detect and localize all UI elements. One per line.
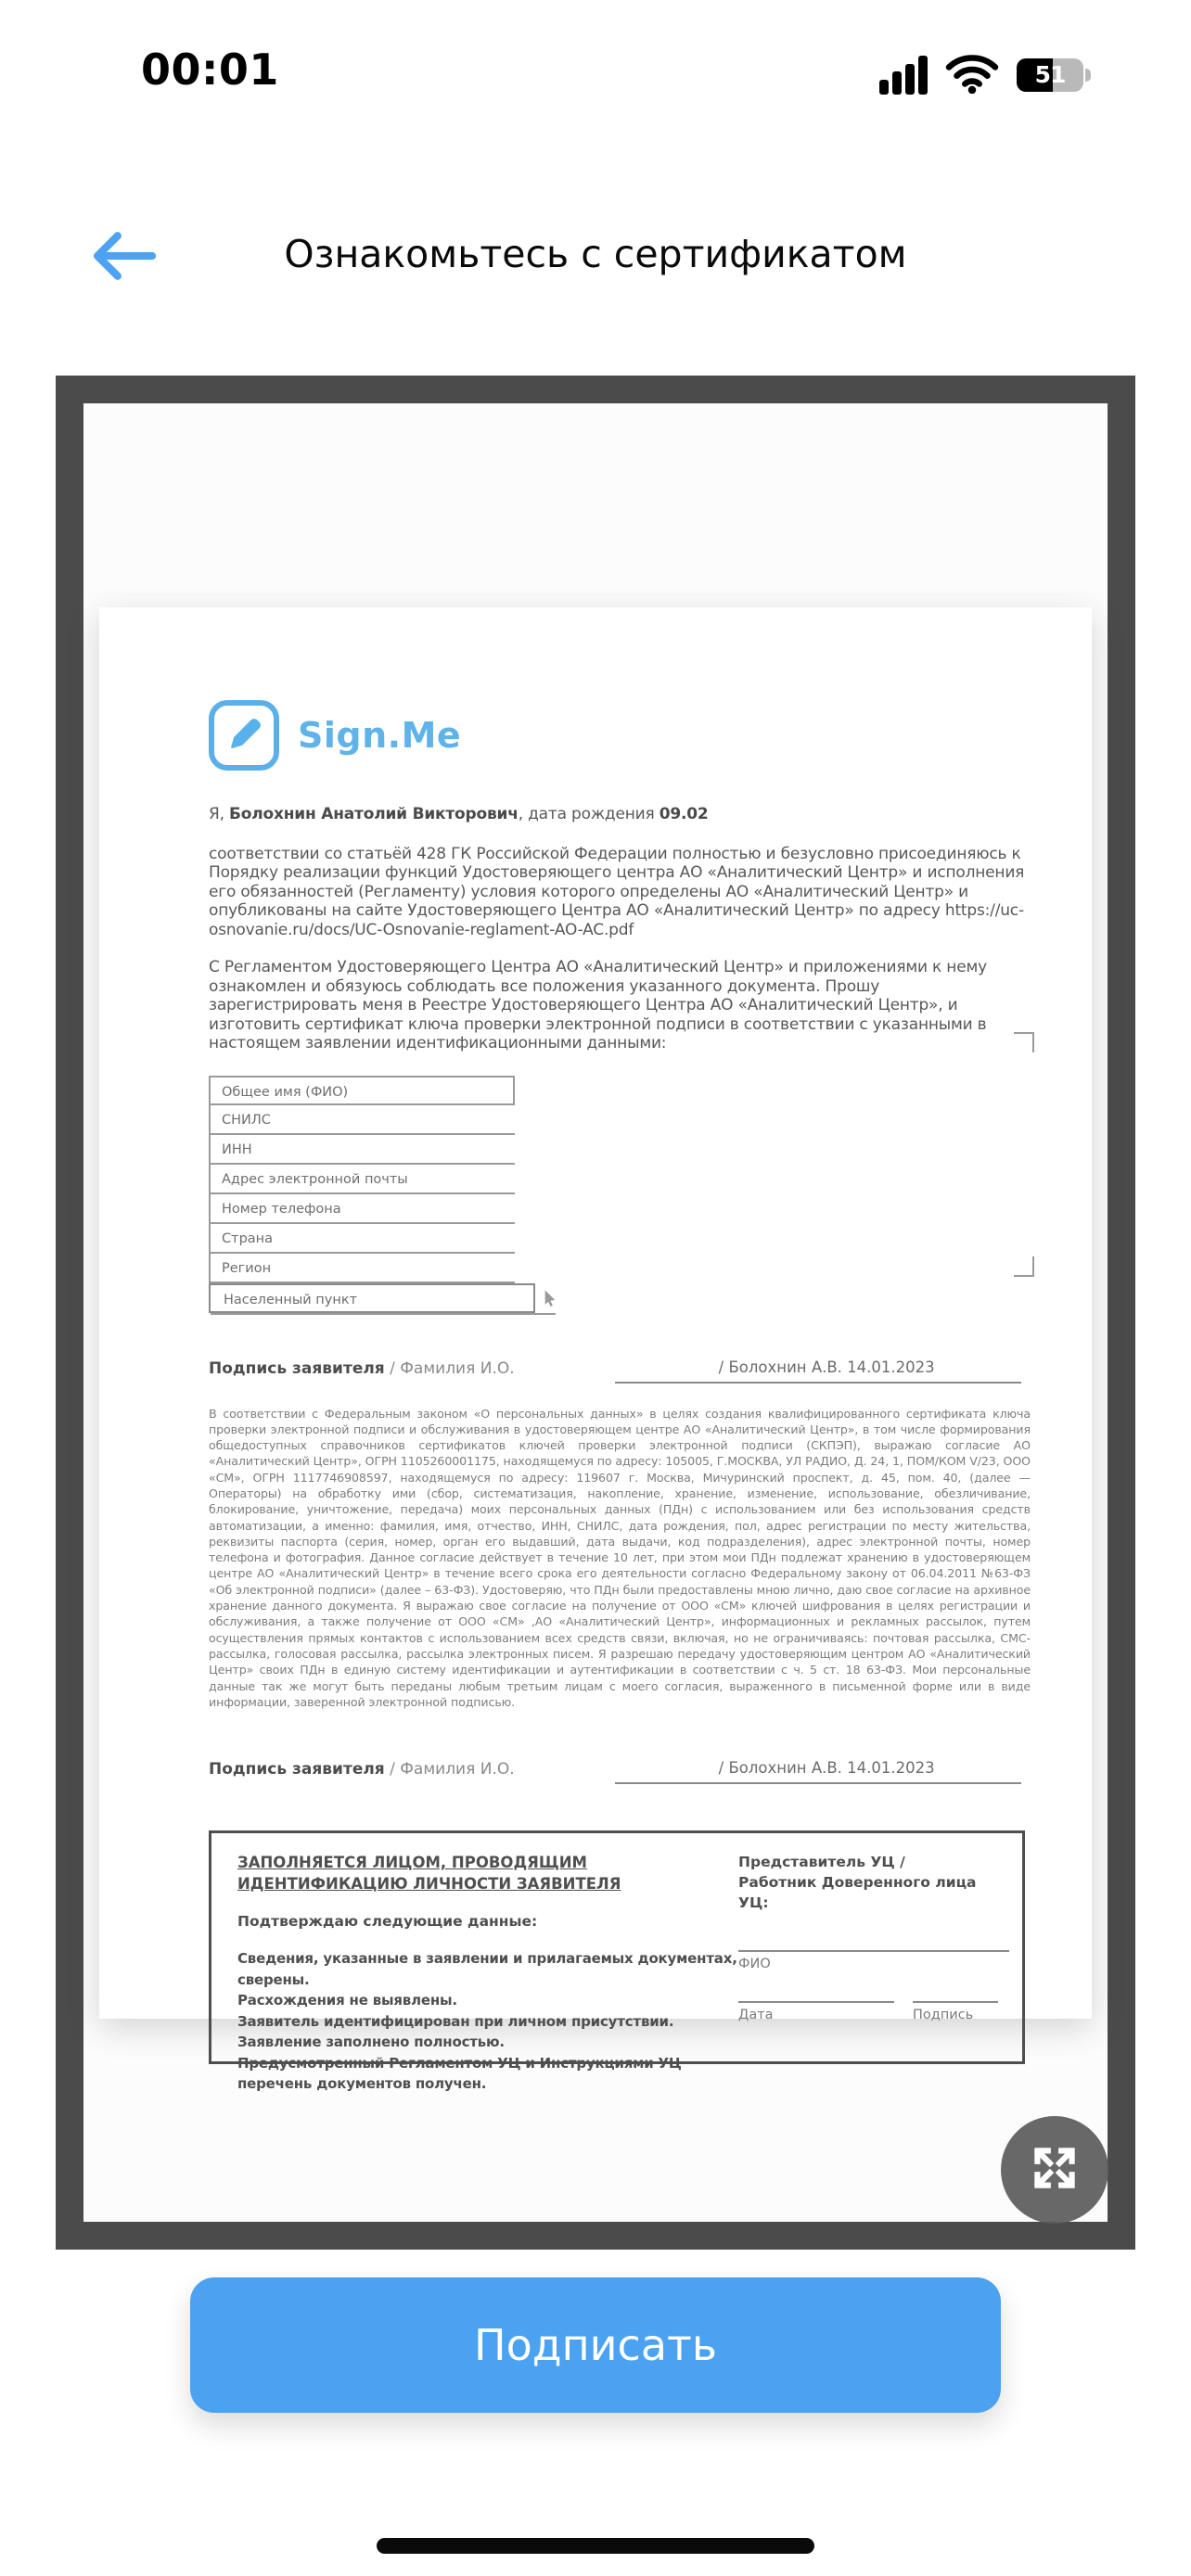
battery-percent: 51 <box>1034 61 1066 88</box>
identification-box <box>209 1830 1025 2093</box>
signme-pen-icon <box>209 700 279 771</box>
signature-value: / Болохнин А.В. 14.01.2023 <box>615 1358 1021 1384</box>
date-signature-cell: Дата <box>738 2001 894 2022</box>
idbox-line: Заявление заполнено полностью. <box>237 2034 505 2051</box>
signature-row-1: Подпись заявителя / Фамилия И.О. / Болохнин А.В. 14.01.2023 <box>209 1348 1031 1384</box>
field-tail-line <box>211 1313 556 1315</box>
idbox-line: Сведения, указанные в заявлении и прилагаемых документах, сверены. <box>237 1950 737 1988</box>
status-time: 00:01 <box>141 45 279 95</box>
field-snils: СНИЛС <box>211 1105 515 1135</box>
field-inn: ИНН <box>211 1135 515 1165</box>
field-region: Регион <box>211 1254 515 1283</box>
cellular-signal-icon <box>879 56 928 95</box>
sign-signature-cell: Подпись <box>913 2001 998 2022</box>
pointer-arrow-icon <box>543 1289 557 1311</box>
idbox-line: Заявитель идентифицирован при личном присутствии. <box>237 2012 674 2030</box>
signature-row-2: Подпись заявителя / Фамилия И.О. / Болохнин А.В. 14.01.2023 <box>209 1749 1031 1784</box>
signme-logo <box>209 700 1031 771</box>
idbox-confirm: Подтверждаю следующие данные: <box>237 1913 538 1931</box>
fullscreen-button[interactable] <box>1001 2116 1108 2224</box>
idbox-line: Расхождения не выявлены. <box>237 1992 457 2009</box>
idbox-line: Предусмотренный Регламентом УЦ и Инструкциями УЦ перечень документов получен. <box>237 2054 682 2093</box>
field-common-name: Общее имя (ФИО) <box>211 1076 515 1105</box>
fio-signature-cell: ФИО <box>738 1950 1009 1971</box>
paragraph-reglament: соответствии со статьёй 428 ГК Российской Федерации полностью и безусловно присоединяюсь к Порядку реализации функций Удостоверяющего центра АО «Аналитический Центр» и исполнения его обязанностей (Регламенту) условия которого определены АО «Аналитический Центр» и опубликованы на сайте Удостоверяющего Центра АО «Аналитический Центр» по адресу https://uc-osnovanie.ru/docs/UC-Osnovanie-reglament-AO-AC.pdf <box>209 844 1025 939</box>
home-indicator[interactable] <box>377 2538 814 2554</box>
signme-wordmark: Sign.Me <box>298 715 462 756</box>
field-city: Населенный пункт <box>209 1283 535 1313</box>
applicant-dob: 09.02 <box>659 805 709 823</box>
document-viewer[interactable] <box>56 376 1135 2250</box>
paragraph-request: С Регламентом Удостоверяющего Центра АО «Аналитический Центр» и приложениями к нему ознакомлен и обязуюсь соблюдать все положения указанного документа. Прошу зарегистрировать меня в Реестре Удостоверяющего Центра АО «Аналитический Центр», и изготовить сертификат ключа проверки электронной подписи в соответствии с указанными в настоящем заявлении идентификационными данными: <box>209 958 987 1052</box>
wifi-icon <box>943 52 1001 97</box>
page-title: Ознакомьтесь с сертификатом <box>284 232 907 276</box>
sign-button[interactable]: Подписать <box>190 2277 1001 2413</box>
applicant-name: Болохнин Анатолий Викторович <box>229 805 519 823</box>
field-country: Страна <box>211 1224 515 1254</box>
identification-fields <box>209 1076 515 1313</box>
intro-line: Я, Болохнин Анатолий Викторович, дата рождения 09.02 <box>209 805 709 823</box>
certificate-document-page <box>99 607 1092 2093</box>
signature-value-2: / Болохнин А.В. 14.01.2023 <box>615 1759 1021 1784</box>
battery-icon <box>1017 58 1083 92</box>
field-email: Адрес электронной почты <box>211 1165 515 1194</box>
status-icons <box>879 52 1083 97</box>
personal-data-consent: В соответствии с Федеральным законом «О персональных данных» в целях создания квалифицированного сертификата ключа проверки электронной подписи и обслуживания в удостоверяющем центре АО «Аналитический Центр», в том числе формирования общедоступных справочников сертификатов ключей проверки электронной подписи (СКПЭП), выражаю согласие АО «Аналитический Центр», ОГРН 1105260001175, находящемуся по адресу: 105005, Г.МОСКВА, УЛ РАДИО, Д. 24, 1, ПОМ/КОМ V/23, ООО «СМ», ОГРН 1117746908597, находящемуся по адресу: 119607 г. Москва, Мичуринский проспект, д. 45, пом. 40, (далее — Операторы) на обработку ими (сбор, систематизация, накопление, хранение, изменение, использование, обезличивание, блокирование, уничтожение, передача) моих персональных данных (ПДн) с использованием или без использования средств автоматизации, а именно: фамилия, имя, отчество, ИНН, СНИЛС, дата рождения, пол, адрес регистрации по месту жительства, реквизиты паспорта (серия, номер, орган его выдавший, дата выдачи, код подразделения), адрес электронной почты, номер телефона и фотография. Данное согласие действует в течение 10 лет, при этом мои ПДн подлежат хранению в удостоверяющем центре АО «Аналитический Центр» в течение всего срока его деятельности согласно Федеральному закону от 06.04.2011 №63-ФЗ «Об электронной подписи» (далее – 63-ФЗ). Удостоверяю, что ПДн были предоставлены мною лично, даю свое согласие на архивное хранение данного документа. Я выражаю свое согласие на получение от ООО «СМ» ключей шифрования в целях регистрации и обслуживания, а также получение от ООО «СМ» ,АО «Аналитический Центр», информационных и рекламных рассылок, путем осуществления прямых контактов с использованием всех средств связи, включая, но не ограничиваясь: почтовая рассылка, СМС-рассылка, голосовая рассылка, рассылка электронных писем. Я разрешаю передачу удостоверяющим центром АО «Аналитический Центр» своих ПДн в единую систему идентификации и аутентификации в соответствии с ч. 5 ст. 18 63-ФЗ. Мои персональные данные так же могут быть переданы любым третьим лицам с моего согласия, выраженного в письменной форме или в виде информации, заверенной электронной подписью. <box>209 1406 1031 1709</box>
form-corner-bottom-right <box>1014 1256 1034 1277</box>
field-phone: Номер телефона <box>211 1194 515 1224</box>
idbox-heading: ЗАПОЛНЯЕТСЯ ЛИЦОМ, ПРОВОДЯЩИМ ИДЕНТИФИКАЦИЮ ЛИЧНОСТИ ЗАЯВИТЕЛЯ <box>237 1854 621 1894</box>
expand-arrows-icon <box>1026 2139 1083 2200</box>
uc-representative-heading: Представитель УЦ / Работник Доверенного лица УЦ: <box>738 1854 977 1912</box>
form-corner-top-right <box>1014 1032 1034 1052</box>
